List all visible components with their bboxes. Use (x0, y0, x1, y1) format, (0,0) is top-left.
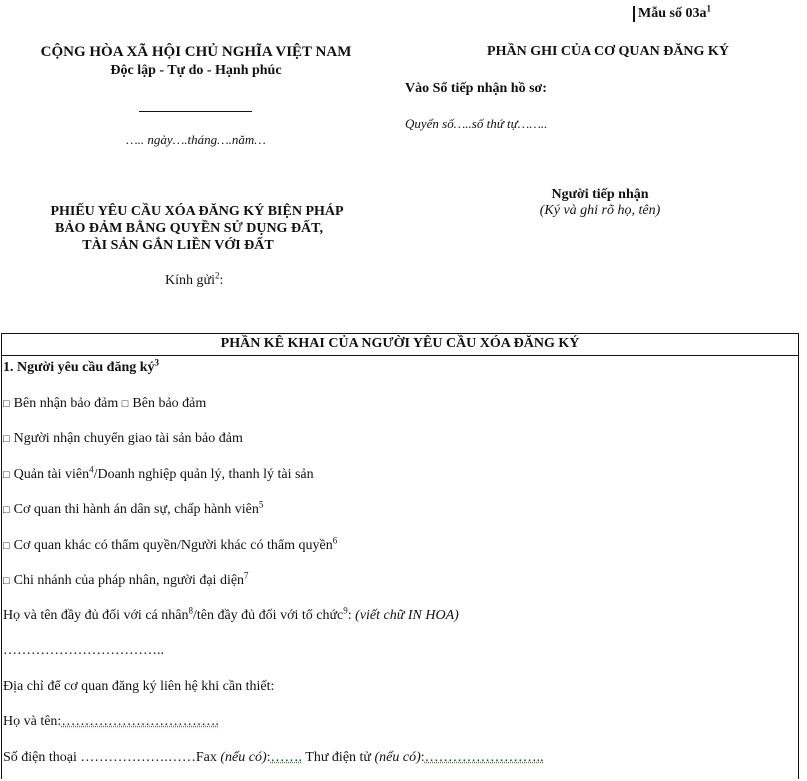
doc-title-line2: BẢO ĐẢM BẰNG QUYỀN SỬ DỤNG ĐẤT, (55, 221, 323, 236)
contact-label: Địa chỉ để cơ quan đăng ký liên hệ khi cần thiết: (3, 679, 275, 694)
optional-hint: (nếu có) (220, 750, 267, 765)
option-label: Người nhận chuyển giao tài sản bảo đảm (13, 431, 243, 446)
addressee (165, 270, 224, 289)
book-label: Vào Sổ tiếp nhận hồ sơ: (405, 81, 547, 96)
email-colon: : (420, 750, 425, 765)
motto: Độc lập - Tự do - Hạnh phúc (110, 63, 282, 78)
header-divider (139, 111, 252, 112)
footnote-ref: 1 (706, 3, 711, 14)
email-field[interactable]: …………………….. (424, 750, 544, 765)
option-row-other (3, 535, 338, 554)
option-label: Cơ quan khác có thẩm quyền/Người khác có thẩm quyền (13, 538, 333, 553)
fullname-row (3, 605, 459, 624)
section1-text: 1. Người yêu cầu đăng ký (3, 360, 155, 375)
declaration-box (1, 333, 799, 779)
section1-heading (3, 357, 160, 376)
option-row-transferee (3, 431, 243, 447)
addressee-label: Kính gửi (165, 273, 215, 288)
checkbox[interactable]: □ (3, 433, 10, 445)
option-label: /Doanh nghiệp quản lý, thanh lý tài sản (93, 467, 314, 482)
option-label: Chi nhánh của pháp nhân, người đại diện (13, 573, 245, 588)
form-code-text: Mẫu số 03a (638, 6, 707, 21)
checkbox[interactable]: □ (3, 540, 10, 552)
footnote-ref: 9 (343, 605, 348, 616)
checkbox[interactable]: □ (3, 504, 10, 516)
name-row (3, 714, 219, 730)
option-label: Bên nhận bảo đảm (13, 396, 119, 411)
country-name: CỘNG HÒA XÃ HỘI CHỦ NGHĨA VIỆT NAM (40, 44, 352, 60)
option-label: Quản tài viên (13, 467, 90, 482)
fax-label: Fax (195, 750, 221, 765)
footnote-ref: 8 (188, 605, 193, 616)
fax-colon: : (266, 750, 271, 765)
footnote-ref: 6 (332, 535, 338, 546)
footnote-ref: 3 (154, 357, 160, 368)
optional-hint: (nếu có) (374, 750, 421, 765)
option-row-enforcement (3, 499, 264, 518)
fullname-label: /tên đầy đủ đối với tổ chức (192, 608, 344, 623)
receiver-note: (Ký và ghi rõ họ, tên) (539, 203, 661, 218)
doc-title-line1: PHIẾU YÊU CẦU XÓA ĐĂNG KÝ BIỆN PHÁP (50, 204, 344, 219)
email-label: Thư điện tử (302, 750, 375, 765)
doc-title-line3: TÀI SẢN GẮN LIỀN VỚI ĐẤT (82, 238, 274, 253)
option-label: Cơ quan thi hành án dân sự, chấp hành viên (13, 502, 259, 517)
fullname-field[interactable]: …………………………….. (3, 643, 164, 658)
addressee-colon: : (219, 273, 224, 288)
form-code (633, 3, 711, 22)
option-row-administrator (3, 464, 314, 483)
phone-row (3, 750, 544, 766)
option-row-secured (3, 396, 206, 412)
footnote-ref: 2 (214, 270, 220, 281)
checkbox[interactable]: □ (121, 398, 129, 410)
footnote-ref: 4 (89, 464, 94, 475)
date-line: ….. ngày….tháng….năm… (126, 132, 266, 147)
checkbox[interactable]: □ (3, 575, 10, 587)
receiver-title: Người tiếp nhận (551, 187, 649, 202)
option-label: Bên bảo đảm (132, 396, 207, 411)
footnote-ref: 5 (258, 499, 264, 510)
name-field[interactable]: ……………………………. (61, 714, 219, 729)
book-line: Quyển số…..số thứ tự…….. (405, 116, 548, 131)
fax-field[interactable]: ……. (270, 750, 303, 765)
footnote-ref: 7 (244, 570, 249, 581)
phone-field[interactable]: Số điện thoại ……………….…… (3, 750, 196, 765)
checkbox[interactable]: □ (3, 398, 10, 410)
fullname-colon: : (347, 608, 356, 623)
fullname-hint: (viết chữ IN HOA) (355, 608, 459, 623)
checkbox[interactable]: □ (3, 469, 10, 481)
registry-title: PHẦN GHI CỦA CƠ QUAN ĐĂNG KÝ (487, 44, 729, 59)
option-row-branch (3, 570, 249, 589)
name-label: Họ và tên: (3, 714, 62, 729)
declaration-heading: PHẦN KÊ KHAI CỦA NGƯỜI YÊU CẦU XÓA ĐĂNG KÝ (2, 334, 798, 356)
fullname-label: Họ và tên đầy đủ đối với cá nhân (3, 608, 189, 623)
